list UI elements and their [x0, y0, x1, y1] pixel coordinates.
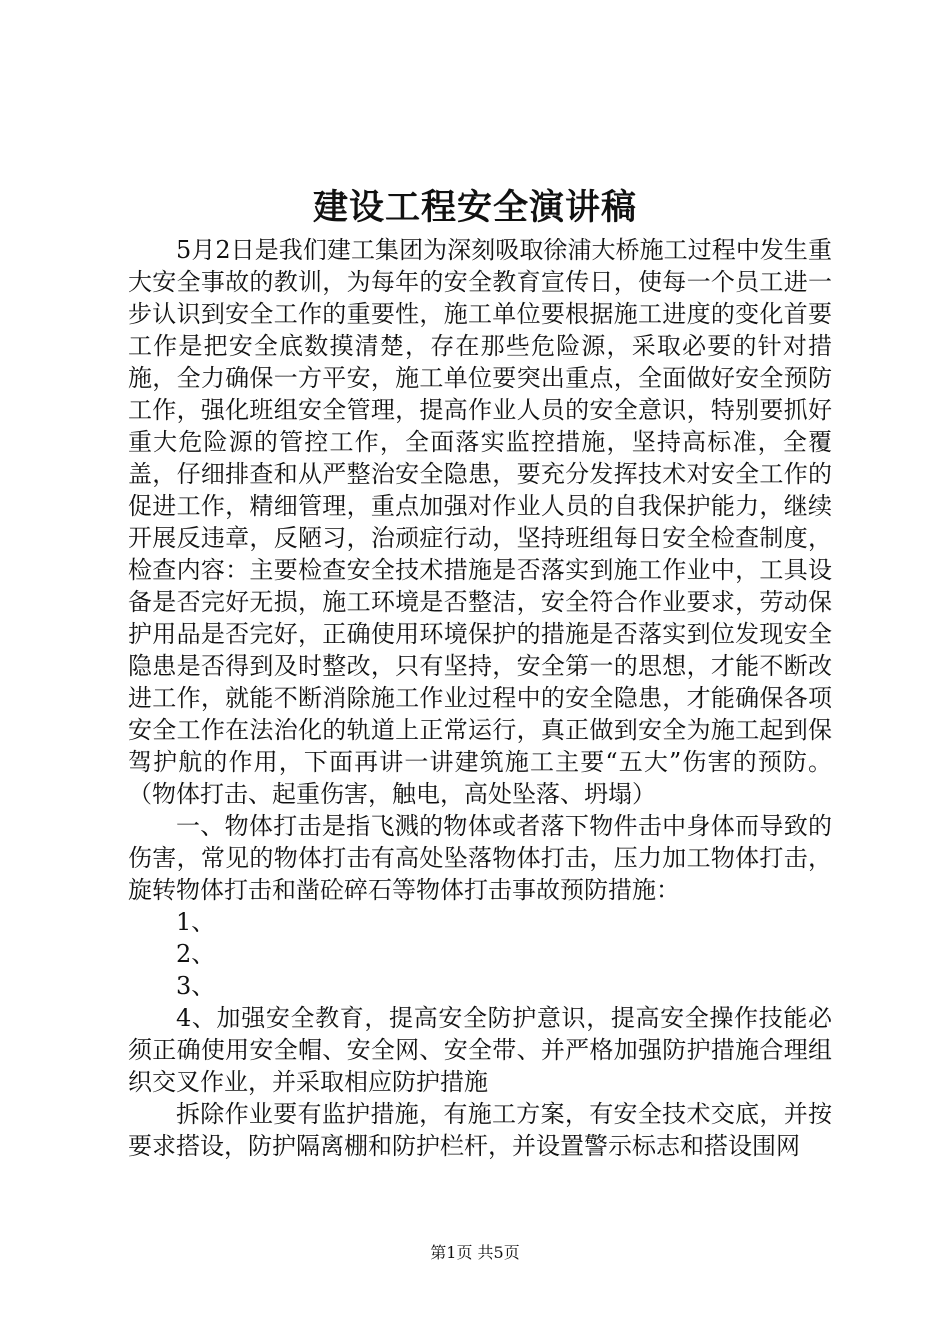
paragraph-demolition: 拆除作业要有监护措施，有施工方案，有安全技术交底，并按要求搭设，防护隔离棚和防护栏杆，并设置警示标志和搭设围网: [128, 1100, 832, 1160]
document-title: 建设工程安全演讲稿: [312, 187, 637, 228]
page-number-footer: 第1页 共5页: [430, 1243, 520, 1262]
list-item-1: 1、: [176, 908, 216, 936]
paragraph-object-strike: 一、物体打击是指飞溅的物体或者落下物件击中身体而导致的伤害，常见的物体打击有高处坠落物体打击，压力加工物体打击，旋转物体打击和凿砼碎石等物体打击事故预防措施：: [128, 812, 832, 904]
list-item-2: 2、: [176, 940, 216, 968]
document-body: [128, 234, 832, 1162]
list-item-3: 3、: [176, 972, 216, 1000]
list-item-4: 4、加强安全教育，提高安全防护意识，提高安全操作技能必须正确使用安全帽、安全网、安全带、并严格加强防护措施合理组织交叉作业，并采取相应防护措施: [128, 1004, 832, 1096]
paragraph-intro: 5月2日是我们建工集团为深刻吸取徐浦大桥施工过程中发生重大安全事故的教训，为每年的安全教育宣传日，使每一个员工进一步认识到安全工作的重要性，施工单位要根据施工进度的变化首要工作是把安全底数摸清楚，存在那些危险源，采取必要的针对措施，全力确保一方平安，施工单位要突出重点，全面做好安全预防工作，强化班组安全管理，提高作业人员的安全意识，特别要抓好重大危险源的管控工作，全面落实监控措施，坚持高标准，全覆盖，仔细排查和从严整治安全隐患，要充分发挥技术对安全工作的促进工作，精细管理，重点加强对作业人员的自我保护能力，继续开展反违章，反陋习，治顽症行动，坚持班组每日安全检查制度，检查内容：主要检查安全技术措施是否落实到施工作业中，工具设备是否完好无损，施工环境是否整洁，安全符合作业要求，劳动保护用品是否完好，正确使用环境保护的措施是否落实到位发现安全隐患是否得到及时整改，只有坚持，安全第一的思想，才能不断改进工作，就能不断消除施工作业过程中的安全隐患，才能确保各项安全工作在法治化的轨道上正常运行，真正做到安全为施工起到保驾护航的作用，下面再讲一讲建筑施工主要“五大”伤害的预防。（物体打击、起重伤害，触电，高处坠落、坍塌）: [128, 236, 832, 808]
